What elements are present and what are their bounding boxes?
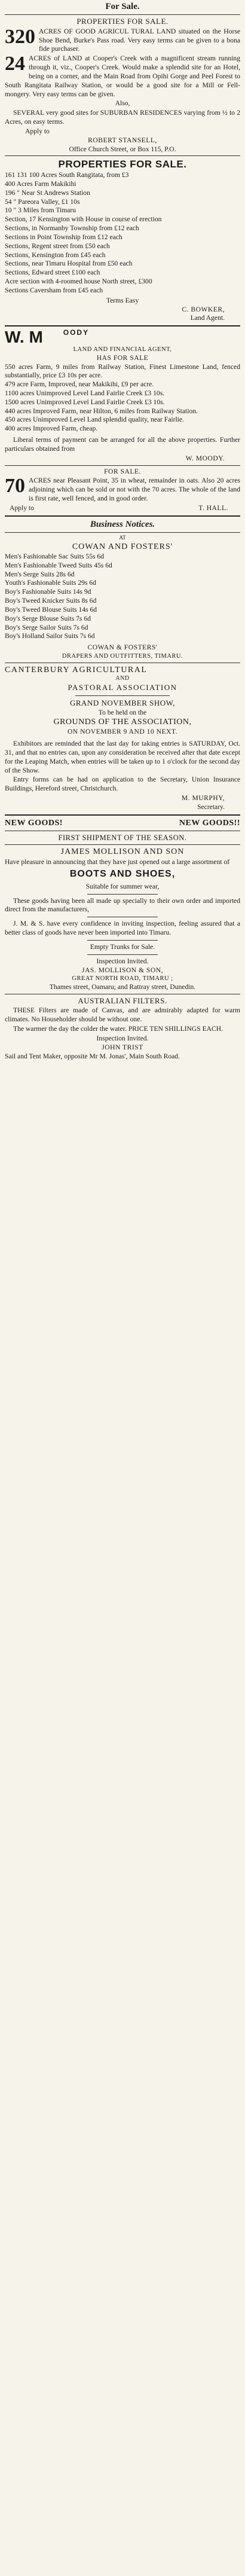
title-initial: W. M (5, 328, 43, 347)
new-goods: NEW GOODS!! (179, 818, 240, 828)
property-line: 161 131 100 Acres South Rangitata, from £3 (5, 171, 129, 179)
property-line: Sections, near Timaru Hospital from £50 each (5, 260, 133, 268)
ad-sig: DRAPERS AND OUTFITTERS, TIMARU. (62, 653, 183, 660)
show-held: To be held on the (98, 708, 147, 716)
divider (75, 695, 170, 696)
ad-item (5, 477, 240, 503)
ad-name: M. MURPHY, (181, 794, 225, 802)
new-goods: NEW GOODS! (5, 818, 63, 828)
property-line: 479 acre Farm, Improved, near Makikihi, £9 per acre. (5, 380, 154, 389)
ad-also: Also, (115, 99, 130, 108)
ad-mollison (5, 818, 240, 992)
ad-cowan (5, 535, 240, 661)
shipment: FIRST SHIPMENT OF THE SEASON. (58, 833, 187, 842)
ad-number: 320 (5, 25, 35, 48)
ad-hall (5, 468, 240, 513)
price-line: Boy's Tweed Blouse Suits 14s 6d (5, 605, 97, 614)
ad-subtitle: LAND AND FINANCIAL AGENT, (73, 346, 172, 353)
divider (5, 814, 240, 816)
ad-agricultural (5, 665, 240, 812)
ad-footer: Liberal terms of payment can be arranged for all the above properties. Further particulars obtained from (5, 436, 240, 453)
ad-title: COWAN AND FOSTERS' (72, 542, 173, 552)
ad-title: FOR SALE. (104, 467, 141, 475)
ad-text: Entry forms can be had on application to the Secretary, Union Insurance Buildings, Hereford street, Christchurch. (5, 776, 240, 793)
ad-name: C. BOWKER, (182, 305, 225, 313)
divider (5, 844, 240, 845)
ad-name: ROBERT STANSELL, (88, 136, 157, 144)
ad-text: The warmer the day the colder the water. PRICE TEN SHILLINGS EACH. (13, 1024, 223, 1033)
divider (87, 894, 158, 895)
price-line: Boy's Tweed Knicker Suits 8s 6d (5, 597, 97, 605)
show-grounds: GROUNDS OF THE ASSOCIATION, (53, 718, 192, 727)
ad-text: Inspection Invited. (96, 957, 149, 965)
ad-sig: GREAT NORTH ROAD, TIMARU ; (72, 975, 173, 982)
ad-item (5, 25, 240, 54)
price-line: Men's Fashionable Tweed Suits 45s 6d (5, 561, 112, 569)
property-line: 1500 acres Unimproved Level Land Fairlie Creek £3 10s. (5, 398, 165, 406)
ad-terms: Terms Easy (106, 296, 139, 304)
price-line: Men's Serge Suits 28s 6d (5, 570, 75, 578)
property-line: 400 Acres Farm Makikihi (5, 179, 76, 188)
property-line: Sections, Regent street from £50 each (5, 242, 110, 250)
ad-title: PASTORAL ASSOCIATION (68, 683, 177, 692)
divider (5, 515, 240, 517)
property-list (5, 171, 240, 295)
ad-address: Office Church Street, or Box 115, P.O. (69, 145, 176, 153)
ad-text: Inspection Invited. (96, 1034, 149, 1042)
ad-apply: Apply to (10, 503, 34, 512)
show-title: GRAND NOVEMBER SHOW, (69, 698, 175, 707)
property-line: 1100 acres Unimproved Level Land Fairlie Creek £3 10s. (5, 389, 165, 397)
ad-number: 24 (5, 53, 25, 75)
ad-subtitle: HAS FOR SALE (96, 353, 149, 362)
ad-title: PROPERTIES FOR SALE. (58, 158, 187, 170)
ad-title: AND (115, 675, 130, 682)
ad-text: J. M. & S. have every confidence in inviting inspection, feeling assured that a better class of goods have never been imported into Timaru. (5, 920, 240, 937)
ad-text: SEVERAL very good sites for SUBURBAN RESIDENCES varying from ½ to 2 Acres, on easy terms. (5, 109, 240, 126)
ad-role: Secretary. (197, 802, 225, 811)
price-line: Boy's Holland Sailor Suits 7s 6d (5, 632, 95, 640)
title-rest: OODY (63, 328, 90, 337)
property-line: 196 " Near St Andrews Station (5, 188, 90, 197)
ad-title (5, 329, 240, 346)
ad-text: Suitable for summer wear, (85, 882, 160, 890)
property-line: Section, 17 Kensington with House in course of erection (5, 215, 162, 224)
ad-text: ACRES of LAND at Cooper's Creek with a magnificent stream running through it, viz., Cooper's Creek. Would make a splendid site for an Hotel, being on a corner, and the Main Road from Opihi Gorge and Peel Forest to South Rangitata Railway Station, or would be a good site for a Mill or Fell-mongery. Very easy terms can be given. (5, 54, 240, 98)
ad-filters (5, 996, 240, 1062)
divider (87, 940, 158, 941)
ad-moody (5, 329, 240, 463)
divider (5, 532, 240, 533)
section-header-business: Business Notices. (90, 519, 155, 529)
ad-name: JOHN TRIST (102, 1043, 143, 1051)
property-line: 54 " Pareora Valley, £1 10s (5, 197, 80, 206)
ad-name: T. HALL. (198, 503, 228, 512)
ad-title: PROPERTIES FOR SALE. (76, 17, 169, 26)
property-list (5, 363, 240, 434)
ad-text: ACRES OF GOOD AGRICUL TURAL LAND situated on the Horse Shoe Bend, Burke's Pass road. Very easy terms can be given to a bona fide purchaser. (39, 27, 240, 53)
ad-text: Exhibitors are reminded that the last day for taking entries is SATURDAY, Oct. 31, and that no entries can, upon any consideration be received after that date except for the Leaping Match, when entries will be taken up to 1 o'clock for the second day of the Show. (5, 740, 240, 774)
firm-name: JAMES MOLLISON AND SON (60, 847, 185, 856)
ad-address: Sail and Tent Maker, opposite Mr M. Jonas', Main South Road. (5, 1052, 180, 1061)
ad-name: W. MOODY. (185, 454, 225, 462)
ad-number: 70 (5, 475, 25, 498)
price-line: Boy's Serge Blouse Suits 7s 6d (5, 614, 91, 622)
divider (87, 954, 158, 955)
ad-item (5, 54, 240, 99)
property-line: Sections, in Normanby Township from £12 each (5, 224, 139, 233)
ad-apply: Apply to (25, 127, 50, 135)
ad-sig: Thames street, Oamaru; and Rattray street, Dunedin. (49, 982, 196, 991)
ad-text: Empty Trunks for Sale. (90, 942, 155, 951)
property-line: Sections, Edward street £100 each (5, 268, 100, 277)
new-goods-row (5, 818, 240, 829)
boots-title: BOOTS AND SHOES, (69, 869, 176, 880)
ad-sig: JAS. MOLLISON & SON, (82, 966, 163, 974)
ad-bowker (5, 158, 240, 323)
price-line: Youth's Fashionable Suits 29s 6d (5, 579, 96, 587)
ad-title: CANTERBURY AGRICULTURAL (5, 665, 148, 674)
price-line: Boy's Fashionable Suits 14s 9d (5, 588, 91, 596)
ad-stansell (5, 17, 240, 154)
property-line: Sections, Kensington from £45 each (5, 251, 106, 259)
divider (5, 325, 240, 326)
ad-title: AUSTRALIAN FILTERS. (78, 996, 167, 1005)
divider (5, 465, 240, 466)
ad-text: Have pleasure in announcing that they have just opened out a large assortment of (5, 857, 230, 866)
price-list (5, 553, 240, 641)
property-line: 550 acres Farm, 9 miles from Railway Station, Finest Limestone Land, fenced substantially, price £3 10s per acre. (5, 362, 240, 380)
divider (5, 14, 240, 15)
property-line: 450 acres Unimproved Level Land splendid quality, near Fairlie. (5, 416, 184, 424)
ad-text: ACRES near Pleasant Point, 35 in wheat, remainder in oats. Also 20 acres adjoining which can be sold or not with the 70 acres. The whole of the land is first rate, well fenced, and in good order. (29, 477, 240, 503)
property-line: Sections in Point Township from £12 each (5, 233, 122, 241)
property-line: 10 " 3 Miles from Timaru (5, 206, 76, 215)
newspaper-column (5, 0, 240, 1063)
ad-text: THESE Filters are made of Canvas, and are admirably adapted for warm climates. No Householder should be without one. (5, 1006, 240, 1024)
ad-apply-row (5, 504, 240, 513)
property-line: 400 acres Improved Farm, cheap. (5, 425, 98, 433)
property-line: 440 acres Improved Farm, near Hilton, 6 miles from Railway Station. (5, 407, 198, 415)
price-line: Men's Fashionable Sac Suits 55s 6d (5, 553, 105, 560)
ad-at: AT (119, 535, 126, 541)
show-date: ON NOVEMBER 9 AND 10 NEXT. (67, 728, 178, 736)
price-line: Boy's Serge Sailor Suits 7s 6d (5, 623, 88, 631)
section-header-for-sale: For Sale. (105, 2, 140, 11)
divider (5, 155, 240, 156)
property-line: Sections Caversham from £45 each (5, 286, 103, 294)
ad-text: These goods having been all made up specially to their own order and imported direct from the manufacturers, (5, 896, 240, 914)
ad-role: Land Agent. (190, 314, 225, 322)
property-line: Acre section with 4-roomed house North street, £300 (5, 277, 152, 286)
ad-sig: COWAN & FOSTERS' (87, 643, 158, 652)
